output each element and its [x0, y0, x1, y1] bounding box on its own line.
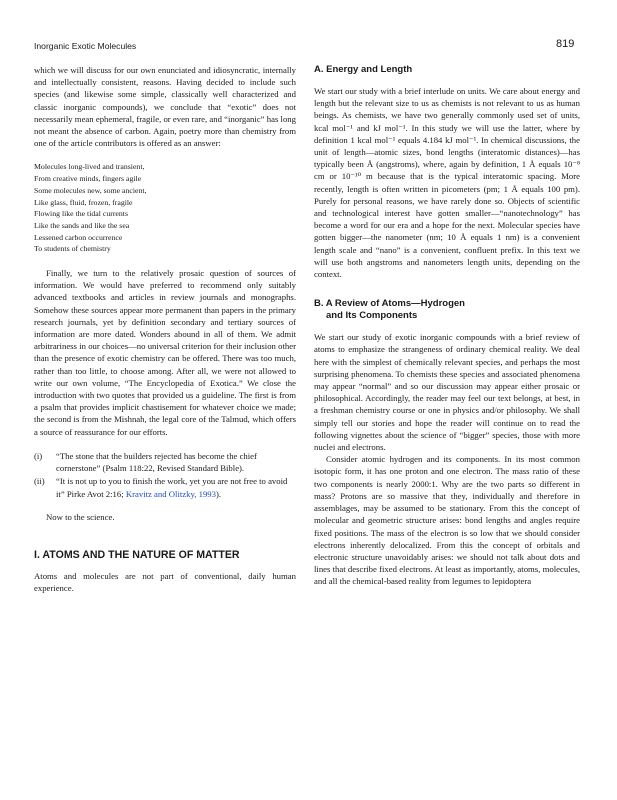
poem-line: Flowing like the tidal currents — [34, 209, 128, 219]
sources-paragraph: Finally, we turn to the relatively prosaic question of sources of information. We would have preferred to recommend only suitably advanced textbooks and articles in review journals and monographs. Somehow these sources appear more permanent than papers in the primary research journals, yet by definition secondary and tertiary sources of information are more dated. Wonders abound in all of them. We admit arbitrariness in our choices—no universal criterion for their inclusion other than the presence of exotic chemistry can be offered. There was too much, rather than too little, to choose among. After all, we were not allowed to write our own volume, “The Encyclopedia of Exotica.” We close the introduction with two quotes that provided us a guideline. The first is from a psalm that provides implicit chastisement for whatever choice we made; the second is from the Mishnah, the legal core of the Talmud, which offers a source of reassurance for our efforts. — [34, 268, 296, 437]
poem-line: Lessened carbon occurrence — [34, 232, 123, 242]
quote-end: ). — [215, 488, 222, 499]
quote-body: “It is not up to you to finish the work, yet you are not free to avoid it” Pirke Avot 2:16; — [56, 476, 288, 499]
quote-text: “The stone that the builders rejected has become the chief cornerstone” (Psalm 118:22, Revised Standard Bible). — [56, 450, 257, 474]
poem-line: Like glass, fluid, frozen, fragile — [34, 197, 133, 207]
subsection-heading-b — [314, 298, 580, 322]
poem-line: Molecules long-lived and transient, — [34, 162, 145, 172]
science-paragraph: Now to the science. — [46, 511, 115, 522]
energy-length-paragraph: We start our study with a brief interlude on units. We care about energy and length but the relevant size to us as chemists is not relevant to us as human beings. As chemists, we have two generally commonly used set of units, kcal mol⁻¹ and kJ mol⁻¹. In this study we will use the latter, where by definition 1 kcal mol⁻¹ equals 4.184 kJ mol⁻¹. In chemical discussions, the unit of length—atomic sizes, bond lengths (interatomic distances)—has typically been Å (angstroms), where, again by definition, 1 Å equals 10⁻⁸ cm or 10⁻¹⁰ m because that is the typical interatomic spacing. More recently, length is often written in picometers (pm; 1 Å equals 100 pm). Purely for personal reasons, we have rarely done so. Objects of scientific and technological interest have gotten smaller—“nanotechnology” has become a word for our era and a hope for the next. Molecular species have gotten bigger—the nanometer (nm; 10 Å equals 1 nm) is a convenient length scale and “nano” is a convenient, confluent prefix. In this text we will use both angstroms and nanometers length units, depending on the context. — [314, 86, 580, 280]
quote-list — [34, 450, 296, 500]
poem — [34, 161, 296, 255]
quote-item — [34, 450, 296, 474]
atoms-review-paragraph: We start our study of exotic inorganic compounds with a brief review of atoms to emphasize the strangeness of ordinary chemical reality. We deal here with the simplest of chemically relevant species, and perhaps the most surprising phenomena. To chemists these species and associated phenomena may appear “normal” and so our discussion may appear either prosaic or philosophical. Accordingly, the reader may feel our text belongs, at best, in a freshman chemistry course or one in physics and/or philosophy. We shall simply tell our stories and hope the reader will continue on to read the following vignettes about the science of “bigger” species, those with more nuclei and electrons. — [314, 332, 580, 453]
hydrogen-paragraph: Consider atomic hydrogen and its components. In its most common isotopic form, it has one proton and one electron. The mass ratio of these two components is nearly 2000:1. Why are the two parts so different in mass? Protons are so massive that they, individually and therefore in assemblages, may be assumed to be stationary. From this the concept of molecular and geometric structure arises: bond lengths and angles require fixed positions. The mass of the electron is so low that we should consider electrons inherently delocalized. From this the concept of orbitals and electronic structure unavoidably arises: we should not talk about dots and lines that describe fixed electrons. At least as importantly, atoms, molecules, and all the chemical-based reality from legumes to lepidoptera — [314, 454, 580, 587]
quote-text — [56, 475, 296, 499]
heading-b-line1: B. A Review of Atoms—Hydrogen — [314, 298, 465, 310]
left-column — [34, 64, 296, 595]
heading-b-line2: and Its Components — [326, 310, 418, 322]
quote-item — [34, 475, 296, 499]
atoms-paragraph: Atoms and molecules are not part of conventional, daily human experience. — [34, 571, 296, 594]
subsection-heading-a: A. Energy and Length — [314, 64, 413, 75]
citation-link[interactable]: Kravitz and Olitzky, 1993 — [125, 488, 216, 499]
poem-line: To students of chemistry — [34, 244, 111, 254]
running-title: Inorganic Exotic Molecules — [34, 41, 137, 51]
quote-number: (ii) — [34, 476, 45, 487]
intro-paragraph: which we will discuss for our own enunciated and idiosyncratic, internally and intellectually consistent, reasons. Having decided to include such species (and likewise some simple, classically well characterized and classic inorganic compounds), we conclude that “exotic” does not necessarily mean ephemeral, fragile, or even rare, and “inorganic” has long not meant the absence of carbon. Again, poetry more than chemistry from one of the article contributors is offered as an answer: — [34, 65, 296, 149]
poem-line: Some molecules new, some ancient, — [34, 185, 147, 195]
page-number: 819 — [556, 38, 575, 50]
quote-number: (i) — [34, 450, 43, 461]
poem-line: From creative minds, fingers agile — [34, 174, 142, 184]
poem-line: Like the sands and like the sea — [34, 220, 130, 230]
right-column — [314, 64, 580, 588]
section-heading: I. ATOMS AND THE NATURE OF MATTER — [34, 548, 240, 561]
